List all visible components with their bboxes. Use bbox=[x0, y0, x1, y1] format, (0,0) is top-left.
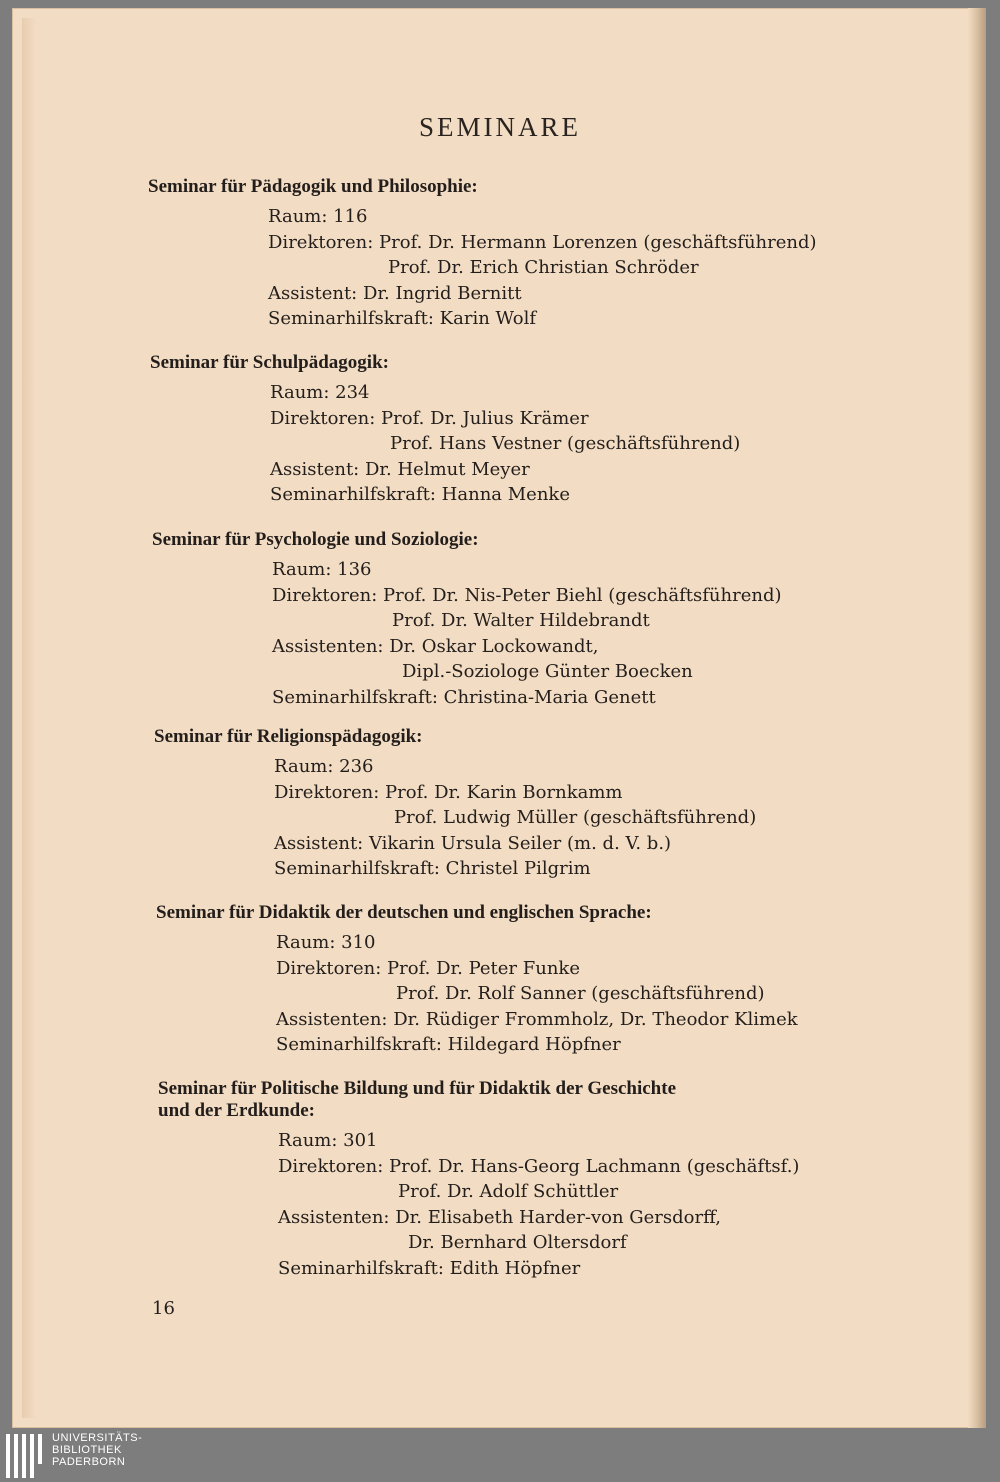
library-name-line2: BIBLIOTHEK bbox=[52, 1444, 122, 1456]
seminar-detail-line: Direktoren: Prof. Dr. Nis-Peter Biehl (geschäftsführend) bbox=[272, 584, 782, 606]
seminar-detail-line: Assistenten: Dr. Rüdiger Frommholz, Dr. Theodor Klimek bbox=[276, 1008, 798, 1030]
seminar-detail-line: Direktoren: Prof. Dr. Hermann Lorenzen (geschäftsführend) bbox=[268, 231, 817, 253]
seminar-detail-line: Direktoren: Prof. Dr. Hans-Georg Lachmann (geschäftsf.) bbox=[278, 1155, 800, 1177]
seminar-detail-line: Seminarhilfskraft: Hanna Menke bbox=[270, 484, 570, 505]
page-number: 16 bbox=[152, 1298, 175, 1319]
seminar-section bbox=[158, 1078, 918, 1281]
seminar-detail-line: Raum: 236 bbox=[274, 756, 374, 777]
seminar-detail-line: Seminarhilfskraft: Christel Pilgrim bbox=[274, 858, 591, 879]
seminar-detail-line: Direktoren: Prof. Dr. Peter Funke bbox=[276, 957, 580, 979]
page-gutter bbox=[22, 18, 36, 1418]
seminar-detail-line: Prof. Hans Vestner (geschäftsführend) bbox=[390, 433, 741, 454]
seminar-detail-line: Assistent: Dr. Helmut Meyer bbox=[270, 458, 530, 480]
seminar-detail-line: Prof. Dr. Rolf Sanner (geschäftsführend) bbox=[396, 983, 765, 1004]
seminar-detail-line: Prof. Dr. Erich Christian Schröder bbox=[388, 257, 699, 278]
library-footer bbox=[0, 1428, 1000, 1482]
library-logo-icon bbox=[6, 1434, 46, 1478]
seminar-detail-line: Dr. Bernhard Oltersdorf bbox=[408, 1232, 627, 1253]
seminar-detail-line: Assistent: Vikarin Ursula Seiler (m. d. V. b.) bbox=[274, 832, 672, 854]
seminar-title: Seminar für Psychologie und Soziologie: bbox=[152, 529, 479, 550]
seminar-detail-line: Raum: 116 bbox=[268, 206, 368, 227]
seminar-detail-line: Prof. Dr. Walter Hildebrandt bbox=[392, 610, 650, 631]
seminar-detail-line: Seminarhilfskraft: Hildegard Höpfner bbox=[276, 1034, 621, 1055]
seminar-detail-line: Direktoren: Prof. Dr. Julius Krämer bbox=[270, 407, 589, 429]
seminar-detail-line: Seminarhilfskraft: Karin Wolf bbox=[268, 308, 537, 329]
seminar-section bbox=[150, 352, 910, 508]
seminar-detail-line: Seminarhilfskraft: Christina-Maria Genett bbox=[272, 686, 656, 708]
library-name bbox=[52, 1432, 142, 1468]
seminar-detail-line: Assistenten: Dr. Oskar Lockowandt, bbox=[272, 635, 599, 657]
seminar-title: Seminar für Pädagogik und Philosophie: bbox=[148, 176, 478, 197]
seminar-detail-line: Prof. Dr. Adolf Schüttler bbox=[398, 1181, 619, 1202]
seminar-detail-line: Raum: 310 bbox=[276, 932, 376, 953]
seminar-title: Seminar für Religionspädagogik: bbox=[154, 726, 423, 747]
seminar-detail-line: Prof. Ludwig Müller (geschäftsführend) bbox=[394, 807, 757, 828]
seminar-section bbox=[152, 529, 912, 710]
seminar-title: Seminar für Schulpädagogik: bbox=[150, 352, 389, 373]
library-name-line1: UNIVERSITÄTS- bbox=[52, 1432, 143, 1444]
seminar-title: Seminar für Didaktik der deutschen und englischen Sprache: bbox=[156, 902, 652, 923]
seminar-detail-line: Seminarhilfskraft: Edith Höpfner bbox=[278, 1257, 581, 1279]
seminar-section bbox=[156, 902, 916, 1058]
library-name-line3: PADERBORN bbox=[52, 1456, 126, 1468]
seminar-detail-line: Direktoren: Prof. Dr. Karin Bornkamm bbox=[274, 781, 623, 803]
seminar-title: Seminar für Politische Bildung und für Didaktik der Geschichte und der Erdkunde: bbox=[158, 1078, 677, 1121]
seminar-detail-line: Raum: 136 bbox=[272, 559, 372, 580]
seminar-section bbox=[148, 176, 908, 332]
seminar-detail-line: Raum: 301 bbox=[278, 1130, 378, 1151]
seminar-detail-line: Assistent: Dr. Ingrid Bernitt bbox=[268, 282, 522, 304]
page-heading: SEMINARE bbox=[418, 112, 581, 142]
seminar-detail-line: Assistenten: Dr. Elisabeth Harder-von Gersdorff, bbox=[278, 1206, 721, 1228]
seminar-detail-line: Dipl.-Soziologe Günter Boecken bbox=[402, 661, 693, 682]
page-edge bbox=[968, 8, 986, 1428]
seminar-detail-line: Raum: 234 bbox=[270, 382, 370, 403]
seminar-section bbox=[154, 726, 914, 882]
